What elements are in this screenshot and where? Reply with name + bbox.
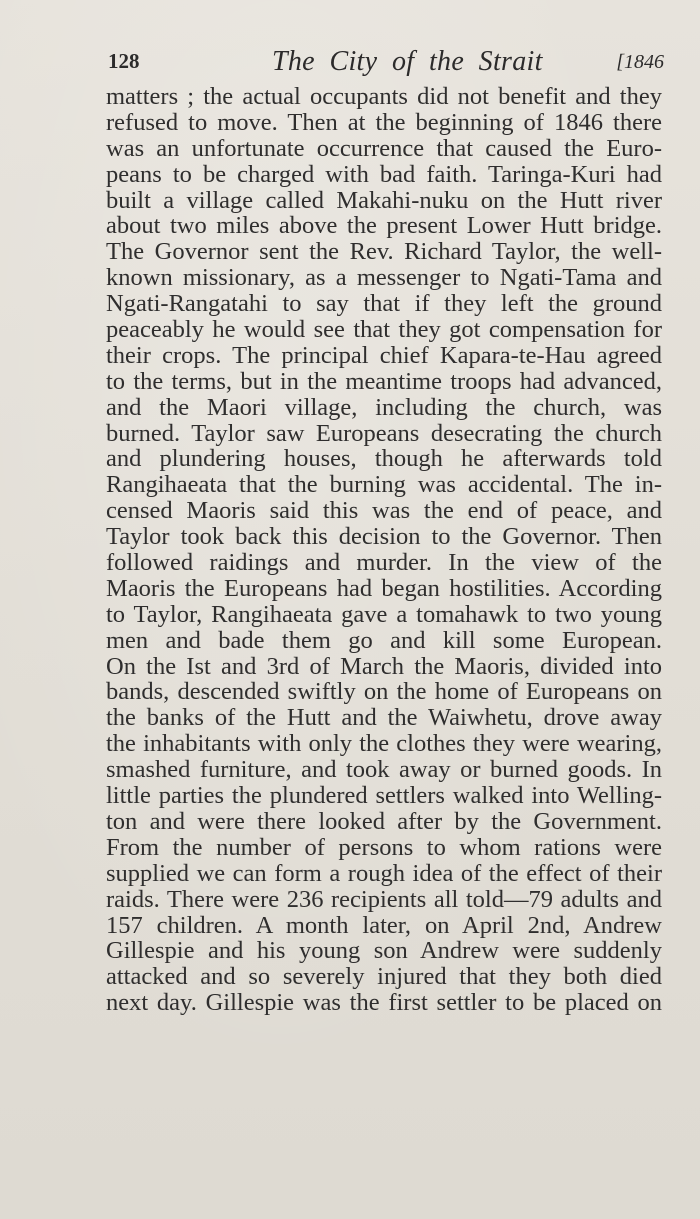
page-header xyxy=(108,46,664,80)
text-line: The Governor sent the Rev. Richard Taylor, the well- xyxy=(106,238,662,266)
text-line: next day. Gillespie was the first settler to be placed on xyxy=(106,989,662,1017)
header-year: [1846 xyxy=(616,51,664,73)
text-line: the inhabitants with only the clothes they were wearing, xyxy=(106,730,662,758)
text-line: was an unfortunate occurrence that caused the Euro- xyxy=(106,134,662,162)
text-line: bands, descended swiftly on the home of Europeans on xyxy=(106,678,662,706)
text-line: From the number of persons to whom rations were xyxy=(106,833,662,861)
text-line: little parties the plundered settlers walked into Welling- xyxy=(106,782,662,810)
text-line: peans to be charged with bad faith. Taringa-Kuri had xyxy=(106,160,662,188)
text-line: followed raidings and murder. In the view of the xyxy=(106,549,662,577)
text-line: to the terms, but in the meantime troops had advanced, xyxy=(106,367,662,395)
text-line: Taylor took back this decision to the Governor. Then xyxy=(106,523,662,551)
text-line: men and bade them go and kill some European. xyxy=(106,626,662,654)
text-line: attacked and so severely injured that they both died xyxy=(106,963,662,991)
running-title: The City of the Strait xyxy=(272,46,543,77)
text-line: peaceably he would see that they got compensation for xyxy=(106,316,662,344)
text-line: and plundering houses, though he afterwards told xyxy=(106,445,662,473)
text-line: burned. Taylor saw Europeans desecrating the church xyxy=(106,419,662,447)
text-line: the banks of the Hutt and the Waiwhetu, drove away xyxy=(106,704,662,732)
text-line: censed Maoris said this was the end of peace, and xyxy=(106,497,662,525)
text-line: 157 children. A month later, on April 2nd, Andrew xyxy=(106,911,662,939)
page-number: 128 xyxy=(108,49,140,73)
text-line: raids. There were 236 recipients all told—79 adults and xyxy=(106,885,662,913)
text-line: refused to move. Then at the beginning of 1846 there xyxy=(106,108,662,136)
text-line: ton and were there looked after by the Government. xyxy=(106,807,662,835)
text-line: and the Maori village, including the church, was xyxy=(106,393,662,421)
text-line: matters ; the actual occupants did not benefit and they xyxy=(106,83,662,110)
text-line: known missionary, as a messenger to Ngati-Tama and xyxy=(106,264,662,292)
text-line: On the Ist and 3rd of March the Maoris, divided into xyxy=(106,652,662,680)
text-line: Maoris the Europeans had began hostilities. According xyxy=(106,574,662,602)
text-line: Ngati-Rangatahi to say that if they left the ground xyxy=(106,290,662,318)
text-line: supplied we can form a rough idea of the effect of their xyxy=(106,859,662,887)
text-line: their crops. The principal chief Kapara-te-Hau agreed xyxy=(106,341,662,369)
text-line: built a village called Makahi-nuku on the Hutt river xyxy=(106,186,662,214)
text-line: to Taylor, Rangihaeata gave a tomahawk to two young xyxy=(106,600,662,628)
body-text xyxy=(106,84,662,1016)
text-line: Gillespie and his young son Andrew were suddenly xyxy=(106,937,662,965)
text-line: Rangihaeata that the burning was accidental. The in- xyxy=(106,471,662,499)
text-line: about two miles above the present Lower Hutt bridge. xyxy=(106,212,662,240)
text-line: smashed furniture, and took away or burned goods. In xyxy=(106,756,662,784)
